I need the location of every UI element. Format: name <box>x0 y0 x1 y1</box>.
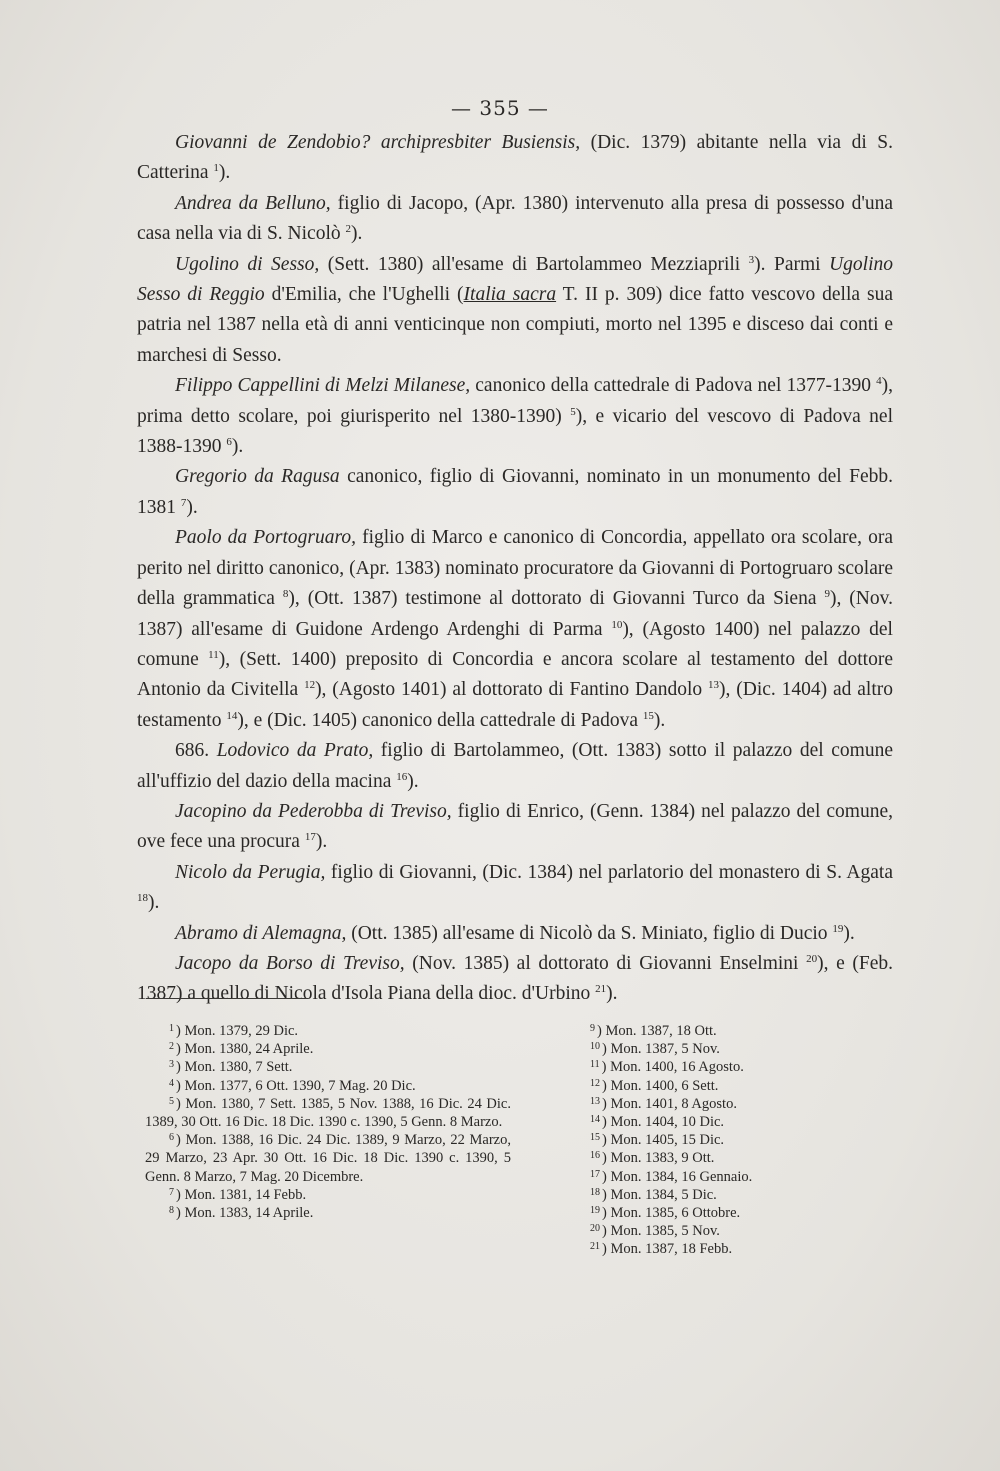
footnote <box>145 1204 511 1222</box>
italic-name: Abramo di Alemagna, <box>175 922 347 944</box>
footnote-ref: 19 <box>832 922 844 935</box>
footnote <box>145 1186 511 1204</box>
text-run: ), (Agosto 1400) nel palazzo del comune <box>137 618 893 670</box>
italic-name: Lodovico da Prato, <box>216 740 374 762</box>
italic-name: Giovanni de Zendobio? archipresbiter Busiensis, <box>175 132 581 153</box>
paragraph <box>137 949 893 1010</box>
footnote-text: ) Mon. 1400, 6 Sett. <box>602 1077 719 1094</box>
text-run: figlio di Jacopo, (Apr. 1380) intervenuto alla presa di possesso d'una casa nella via di S. Nicolò <box>137 192 893 245</box>
text-run: ). Parmi <box>754 253 830 275</box>
footnote-marker: 7 <box>169 1186 174 1198</box>
footnote-marker: 19 <box>590 1205 600 1217</box>
italic-name: Nicolo da Perugia, <box>175 861 326 883</box>
footnote-ref: 15 <box>642 709 654 722</box>
footnote <box>566 1077 786 1095</box>
text-run: (Nov. 1385) al dottorato di Giovanni Enselmini <box>404 952 807 974</box>
footnote-ref: 6 <box>226 436 232 449</box>
footnote <box>566 1040 786 1058</box>
footnote-ref: 11 <box>208 648 219 661</box>
text-run: ), (Sett. 1400) preposito di Concordia e ancora scolare al testamento del dottore Antonio da Civitella <box>137 648 893 701</box>
text-run: figlio di Bartolammeo, (Ott. 1383) sotto il palazzo del comune all'uffizio del dazio della macina <box>137 740 893 792</box>
text-run: figlio di Giovanni, (Dic. 1384) nel parlatorio del monastero di S. Agata <box>325 861 893 883</box>
footnote-ref: 16 <box>396 770 408 783</box>
text-run: ). <box>231 436 244 458</box>
text-run: ). <box>653 709 666 731</box>
footnote-text: ) Mon. 1401, 8 Agosto. <box>602 1095 737 1112</box>
footnote-text: ) Mon. 1387, 18 Febb. <box>602 1241 733 1258</box>
footnote-text: ) Mon. 1400, 16 Agosto. <box>601 1059 744 1076</box>
text-run: ), (Dic. 1404) ad altro testamento <box>137 679 893 731</box>
footnote-ref: 5 <box>570 405 576 418</box>
text-run: (Dic. 1379) abitante nella via di S. Catterina <box>137 132 893 184</box>
footnote-text: ) Mon. 1379, 29 Dic. <box>176 1023 299 1039</box>
footnote-text: ) Mon. 1404, 10 Dic. <box>602 1114 725 1131</box>
footnote-marker: 13 <box>590 1095 600 1107</box>
text-run: ). <box>606 983 618 1005</box>
text-run: ). <box>315 831 328 853</box>
footnote <box>566 1168 786 1186</box>
italic-name: Paolo da Portogruaro, <box>175 527 357 549</box>
footnote-marker: 3 <box>169 1059 174 1071</box>
paragraph <box>137 919 893 949</box>
text-run: ). <box>407 770 419 792</box>
text-run: ). <box>186 496 198 518</box>
footnote-marker: 1 <box>169 1023 174 1034</box>
footnote-text: ) Mon. 1380, 24 Aprile. <box>176 1041 314 1058</box>
page-number: — 355 — <box>451 96 549 120</box>
footnote-ref: 18 <box>137 892 148 905</box>
italic-name: Filippo Cappellini di Melzi Milanese, <box>175 375 471 397</box>
footnote-marker: 9 <box>590 1023 595 1034</box>
text-run: (Ott. 1385) all'esame di Nicolò da S. Miniato, figlio di Ducio <box>346 922 833 944</box>
italic-title <box>464 284 557 305</box>
text-run: ), e (Feb. 1387) a quello di Nicola d'Isola Piana della dioc. d'Urbino <box>137 952 893 1005</box>
footnote-marker: 18 <box>590 1186 600 1198</box>
text-run: ), (Agosto 1401) al dottorato di Fantino Dandolo <box>315 679 709 701</box>
footnote-marker: 21 <box>590 1241 600 1253</box>
footnote-marker: 12 <box>590 1077 600 1089</box>
text-run: canonico della cattedrale di Padova nel 1377-1390 <box>470 375 877 397</box>
footnote-text: ) Mon. 1380, 7 Sett. 1385, 5 Nov. 1388, 16 Dic. 24 Dic. 1389, 30 Ott. 16 Dic. 18 Dic. 1390 c. 1390, 5 Genn. 8 Marzo. <box>145 1095 511 1131</box>
footnotes-right-column <box>566 1022 786 1259</box>
footnote-ref: 8 <box>282 588 289 601</box>
footnote <box>145 1022 511 1040</box>
footnote-text: ) Mon. 1383, 9 Ott. <box>602 1150 715 1167</box>
footnote-ref: 2 <box>345 223 351 236</box>
footnote <box>566 1149 786 1167</box>
footnote-ref: 10 <box>611 618 623 631</box>
footnote-text: ) Mon. 1381, 14 Febb. <box>176 1186 307 1203</box>
text-run: ), (Nov. 1387) all'esame di Guidone Ardengo Ardenghi di Parma <box>137 588 893 640</box>
italic-title-text: Italia sacra <box>463 284 557 306</box>
footnote-marker: 15 <box>590 1132 600 1144</box>
text-run: canonico, figlio di Giovanni, nominato in un monumento del Febb. 1381 <box>137 466 893 518</box>
text-run: ), prima detto scolare, poi giurisperito nel 1380-1390) <box>137 375 893 427</box>
text-run: ). <box>843 922 855 944</box>
footnote-text: ) Mon. 1387, 18 Ott. <box>597 1023 717 1039</box>
text-run: ). <box>148 892 160 914</box>
footnote-marker: 17 <box>590 1168 600 1180</box>
footnote-ref: 9 <box>824 588 830 601</box>
footnote-text: ) Mon. 1384, 16 Gennaio. <box>602 1168 753 1185</box>
footnote-marker: 2 <box>169 1041 174 1053</box>
footnote-marker: 14 <box>590 1114 600 1126</box>
footnote-separator <box>146 998 308 999</box>
footnote-ref: 20 <box>806 952 818 965</box>
footnote-ref: 3 <box>748 253 755 266</box>
paragraph <box>137 858 893 919</box>
paragraph <box>137 797 893 858</box>
text-run: ), e (Dic. 1405) canonico della cattedrale di Padova <box>237 709 643 731</box>
footnote <box>145 1131 511 1186</box>
footnote-ref: 12 <box>304 679 316 692</box>
footnote <box>145 1077 511 1095</box>
footnote-marker: 11 <box>590 1059 600 1071</box>
italic-name: Jacopo da Borso di Treviso, <box>175 952 405 974</box>
paragraph <box>137 371 893 462</box>
footnote-text: ) Mon. 1388, 16 Dic. 24 Dic. 1389, 9 Marzo, 22 Marzo, 29 Marzo, 23 Apr. 30 Ott. 16 Dic. 18 Dic. 1390 c. 1390, 5 Genn. 8 Marzo, 7 Mag. 20 Dicembre. <box>145 1132 511 1185</box>
text-run: ), e vicario del vescovo di Padova nel 1388-1390 <box>137 405 893 458</box>
text-run: T. II p. 309) dice fatto vescovo della sua patria nel 1387 nella età di anni venticinque non compiuti, morto nel 1395 e disceso dai conti e marchesi di Sesso. <box>137 284 893 366</box>
text-run: figlio di Enrico, (Genn. 1384) nel palazzo del comune, ove fece una procura <box>137 800 894 853</box>
footnote-marker: 16 <box>590 1150 600 1162</box>
footnote-ref: 14 <box>226 709 238 722</box>
footnote <box>566 1058 786 1076</box>
text-run: (Sett. 1380) all'esame di Bartolammeo Mezziaprili <box>319 253 749 275</box>
footnote <box>566 1240 786 1258</box>
footnote <box>566 1204 786 1222</box>
footnote <box>566 1186 786 1204</box>
footnotes-left-column <box>145 1022 511 1222</box>
text-run: 686. <box>175 740 217 762</box>
footnote <box>145 1040 511 1058</box>
italic-name: Ugolino di Sesso, <box>175 253 320 275</box>
footnote-marker: 8 <box>169 1205 174 1217</box>
footnote-text: ) Mon. 1387, 5 Nov. <box>602 1041 720 1058</box>
footnote-text: ) Mon. 1380, 7 Sett. <box>176 1059 293 1076</box>
italic-name: Ugolino Sesso di Reggio <box>137 253 893 306</box>
footnote <box>566 1095 786 1113</box>
italic-name: Gregorio da Ragusa <box>175 466 340 488</box>
text-run: d'Emilia, che l'Ughelli ( <box>264 284 464 306</box>
main-text <box>137 128 893 1010</box>
footnote-text: ) Mon. 1383, 14 Aprile. <box>176 1205 314 1222</box>
text-run: figlio di Marco e canonico di Concordia, appellato ora scolare, ora perito nel diritto canonico, (Apr. 1383) nominato procuratore da Giovanni di Portogruaro scolare della grammatica <box>137 527 893 610</box>
footnote <box>566 1131 786 1149</box>
footnote-marker: 20 <box>590 1223 600 1235</box>
paragraph <box>137 462 893 523</box>
text-run: ), (Ott. 1387) testimone al dottorato di Giovanni Turco da Siena <box>288 588 825 610</box>
footnote-text: ) Mon. 1385, 5 Nov. <box>602 1223 720 1240</box>
footnote-marker: 5 <box>169 1095 174 1107</box>
footnote-text: ) Mon. 1385, 6 Ottobre. <box>602 1205 741 1222</box>
footnote-ref: 17 <box>304 831 316 844</box>
footnote-ref: 7 <box>180 496 187 509</box>
paragraph <box>137 189 893 250</box>
italic-name: Jacopino da Pederobba di Treviso, <box>175 800 452 822</box>
footnote-ref: 13 <box>708 679 720 692</box>
footnote <box>566 1222 786 1240</box>
footnote-ref: 1 <box>213 162 219 175</box>
footnote-marker: 10 <box>590 1041 600 1053</box>
footnote-marker: 4 <box>169 1077 174 1089</box>
footnote-text: ) Mon. 1405, 15 Dic. <box>602 1132 725 1149</box>
footnote <box>566 1022 786 1040</box>
paragraph <box>137 128 893 189</box>
footnote <box>145 1058 511 1076</box>
footnote-ref: 21 <box>595 983 607 996</box>
paragraph <box>137 250 893 372</box>
footnote <box>566 1113 786 1131</box>
italic-name: Andrea da Belluno, <box>175 192 331 214</box>
footnote-marker: 6 <box>169 1132 174 1144</box>
paragraph <box>137 736 893 797</box>
footnote-text: ) Mon. 1384, 5 Dic. <box>602 1186 717 1203</box>
footnote-ref: 4 <box>876 375 882 388</box>
paragraph <box>137 523 893 736</box>
text-run: ). <box>218 162 231 184</box>
text-run: ). <box>350 223 363 245</box>
footnote-text: ) Mon. 1377, 6 Ott. 1390, 7 Mag. 20 Dic. <box>176 1077 416 1094</box>
footnote <box>145 1095 511 1131</box>
